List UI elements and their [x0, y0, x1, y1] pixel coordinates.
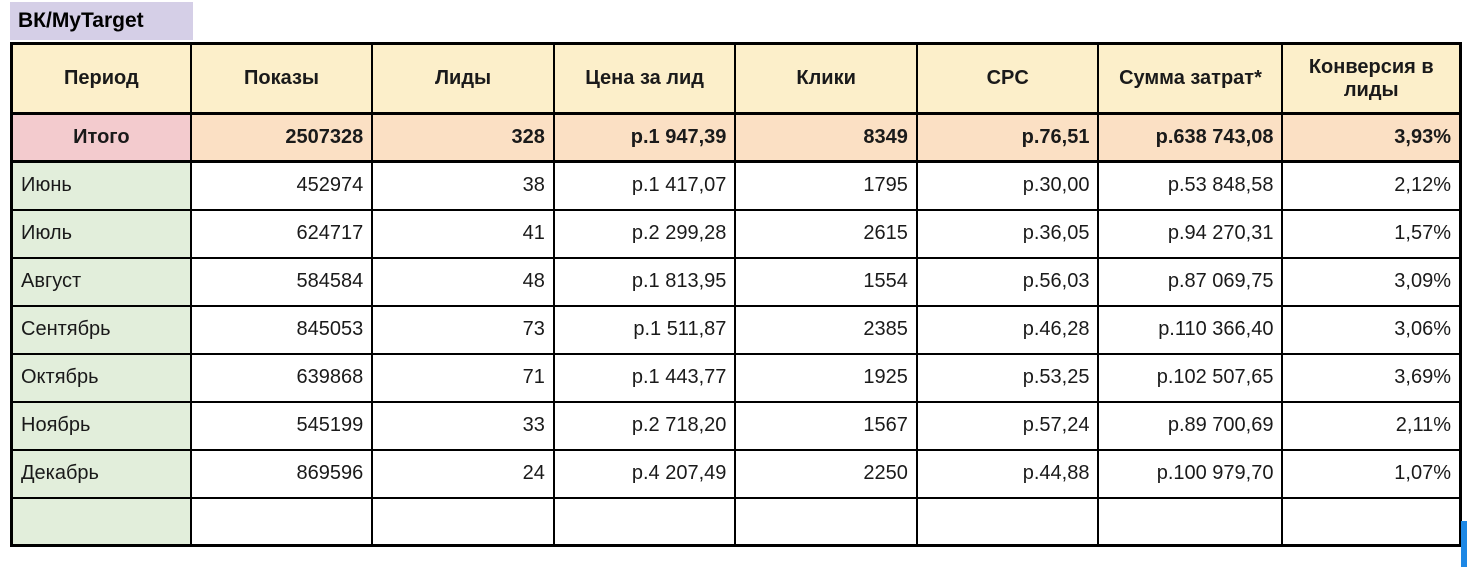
conversion-cell[interactable]: 2,12%: [1282, 162, 1460, 210]
col-header-conversion[interactable]: Конверсия в лиды: [1282, 44, 1460, 114]
cpl-cell[interactable]: р.1 443,77: [554, 354, 736, 402]
conversion-cell[interactable]: 3,69%: [1282, 354, 1460, 402]
clicks-cell[interactable]: 1925: [735, 354, 917, 402]
spend-cell[interactable]: р.89 700,69: [1098, 402, 1282, 450]
spend-cell[interactable]: р.53 848,58: [1098, 162, 1282, 210]
col-header-spend[interactable]: Сумма затрат*: [1098, 44, 1282, 114]
col-header-clicks[interactable]: Клики: [735, 44, 917, 114]
empty-row: [12, 498, 1461, 546]
cpc-cell[interactable]: р.46,28: [917, 306, 1099, 354]
clicks-cell[interactable]: 2250: [735, 450, 917, 498]
month-label-cell[interactable]: Июль: [12, 210, 191, 258]
month-label-cell[interactable]: Декабрь: [12, 450, 191, 498]
total-impressions-cell[interactable]: 2507328: [191, 114, 373, 162]
conversion-cell[interactable]: 1,07%: [1282, 450, 1460, 498]
total-conversion-cell[interactable]: 3,93%: [1282, 114, 1460, 162]
cpc-cell[interactable]: р.44,88: [917, 450, 1099, 498]
total-cpl-cell[interactable]: р.1 947,39: [554, 114, 736, 162]
clicks-cell[interactable]: 1567: [735, 402, 917, 450]
sheet-title[interactable]: ВК/MyTarget: [10, 2, 193, 40]
cpl-cell[interactable]: р.2 299,28: [554, 210, 736, 258]
leads-cell[interactable]: 73: [372, 306, 554, 354]
spend-cell[interactable]: р.102 507,65: [1098, 354, 1282, 402]
table-row-july: [12, 210, 1461, 258]
leads-cell[interactable]: 41: [372, 210, 554, 258]
cpl-cell[interactable]: р.1 813,95: [554, 258, 736, 306]
col-header-period[interactable]: Период: [12, 44, 191, 114]
spend-cell[interactable]: р.94 270,31: [1098, 210, 1282, 258]
table-row-june: [12, 162, 1461, 210]
cpc-cell[interactable]: р.53,25: [917, 354, 1099, 402]
month-label-cell[interactable]: Ноябрь: [12, 402, 191, 450]
table-row-december: [12, 450, 1461, 498]
header-row: [12, 44, 1461, 114]
empty-cell[interactable]: [191, 498, 373, 546]
clicks-cell[interactable]: 1554: [735, 258, 917, 306]
col-header-cpc[interactable]: CPC: [917, 44, 1099, 114]
table-row-september: [12, 306, 1461, 354]
conversion-cell[interactable]: 3,09%: [1282, 258, 1460, 306]
empty-month-cell[interactable]: [12, 498, 191, 546]
leads-cell[interactable]: 38: [372, 162, 554, 210]
empty-cell[interactable]: [372, 498, 554, 546]
cpl-cell[interactable]: р.1 511,87: [554, 306, 736, 354]
clicks-cell[interactable]: 2615: [735, 210, 917, 258]
col-header-leads[interactable]: Лиды: [372, 44, 554, 114]
total-clicks-cell[interactable]: 8349: [735, 114, 917, 162]
impressions-cell[interactable]: 584584: [191, 258, 373, 306]
impressions-cell[interactable]: 639868: [191, 354, 373, 402]
total-spend-cell[interactable]: р.638 743,08: [1098, 114, 1282, 162]
total-row: [12, 114, 1461, 162]
col-header-impressions[interactable]: Показы: [191, 44, 373, 114]
impressions-cell[interactable]: 845053: [191, 306, 373, 354]
total-leads-cell[interactable]: 328: [372, 114, 554, 162]
leads-cell[interactable]: 33: [372, 402, 554, 450]
cpc-cell[interactable]: р.56,03: [917, 258, 1099, 306]
conversion-cell[interactable]: 3,06%: [1282, 306, 1460, 354]
cpl-cell[interactable]: р.1 417,07: [554, 162, 736, 210]
impressions-cell[interactable]: 452974: [191, 162, 373, 210]
spend-cell[interactable]: р.100 979,70: [1098, 450, 1282, 498]
leads-cell[interactable]: 71: [372, 354, 554, 402]
month-label-cell[interactable]: Сентябрь: [12, 306, 191, 354]
empty-cell[interactable]: [1282, 498, 1460, 546]
campaign-stats-table: [10, 42, 1462, 547]
clicks-cell[interactable]: 2385: [735, 306, 917, 354]
cpl-cell[interactable]: р.4 207,49: [554, 450, 736, 498]
conversion-cell[interactable]: 1,57%: [1282, 210, 1460, 258]
impressions-cell[interactable]: 869596: [191, 450, 373, 498]
total-label-cell[interactable]: Итого: [12, 114, 191, 162]
impressions-cell[interactable]: 545199: [191, 402, 373, 450]
cpc-cell[interactable]: р.57,24: [917, 402, 1099, 450]
month-label-cell[interactable]: Октябрь: [12, 354, 191, 402]
conversion-cell[interactable]: 2,11%: [1282, 402, 1460, 450]
month-label-cell[interactable]: Август: [12, 258, 191, 306]
month-label-cell[interactable]: Июнь: [12, 162, 191, 210]
empty-cell[interactable]: [735, 498, 917, 546]
leads-cell[interactable]: 24: [372, 450, 554, 498]
table-row-november: [12, 402, 1461, 450]
empty-cell[interactable]: [917, 498, 1099, 546]
impressions-cell[interactable]: 624717: [191, 210, 373, 258]
empty-cell[interactable]: [1098, 498, 1282, 546]
cpc-cell[interactable]: р.30,00: [917, 162, 1099, 210]
clicks-cell[interactable]: 1795: [735, 162, 917, 210]
cpl-cell[interactable]: р.2 718,20: [554, 402, 736, 450]
table-row-august: [12, 258, 1461, 306]
empty-cell[interactable]: [554, 498, 736, 546]
leads-cell[interactable]: 48: [372, 258, 554, 306]
table-row-october: [12, 354, 1461, 402]
spend-cell[interactable]: р.110 366,40: [1098, 306, 1282, 354]
total-cpc-cell[interactable]: р.76,51: [917, 114, 1099, 162]
col-header-cost-per-lead[interactable]: Цена за лид: [554, 44, 736, 114]
spend-cell[interactable]: р.87 069,75: [1098, 258, 1282, 306]
cpc-cell[interactable]: р.36,05: [917, 210, 1099, 258]
cell-selection-indicator: [1461, 521, 1467, 567]
